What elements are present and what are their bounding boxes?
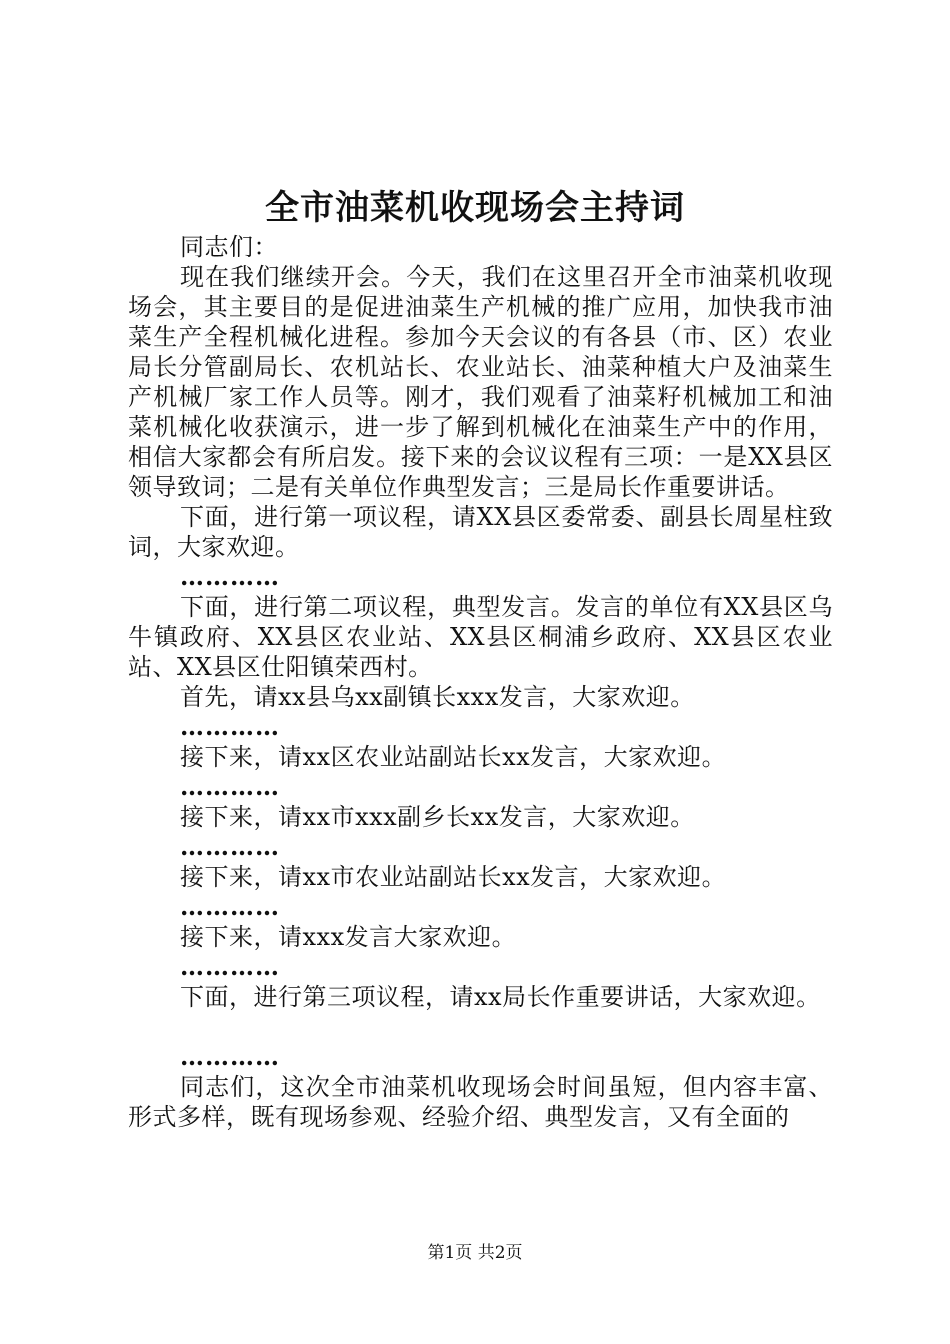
page-footer: 第1页 共2页: [427, 1243, 523, 1263]
document-title: 全市油菜机收现场会主持词: [265, 188, 685, 228]
paragraph-intro: 现在我们继续开会。今天，我们在这里召开全市油菜机收现场会，其主要目的是促进油菜生产机械的推广应用，加快我市油菜生产全程机械化进程。参加今天会议的有各县（市、区）农业局长分管副局长、农机站长、农业站长、油菜种植大户及油菜生产机械厂家工作人员等。刚才，我们观看了油菜籽机械加工和油菜机械化收获演示，进一步了解到机械化在油菜生产中的作用，相信大家都会有所启发。接下来的会议议程有三项：一是XX县区领导致词；二是有关单位作典型发言；三是局长作重要讲话。: [128, 263, 833, 501]
speaker-line-3: 接下来，请xx市xxx副乡长xx发言，大家欢迎。: [180, 803, 695, 831]
paragraph-item-1: 下面，进行第一项议程，请XX县区委常委、副县长周星柱致词，大家欢迎。: [128, 503, 833, 561]
ellipsis-separator: …………: [180, 832, 280, 861]
speaker-line-4: 接下来，请xx市农业站副站长xx发言，大家欢迎。: [180, 863, 727, 891]
ellipsis-separator: …………: [180, 952, 280, 981]
ellipsis-separator: …………: [180, 1042, 280, 1071]
paragraph-closing: 同志们，这次全市油菜机收现场会时间虽短，但内容丰富、形式多样，既有现场参观、经验介绍、典型发言，又有全面的: [128, 1073, 833, 1131]
ellipsis-separator: …………: [180, 892, 280, 921]
ellipsis-separator: …………: [180, 712, 280, 741]
ellipsis-separator: …………: [180, 562, 280, 591]
ellipsis-separator: …………: [180, 772, 280, 801]
speaker-line-5: 接下来，请xxx发言大家欢迎。: [180, 923, 517, 951]
speaker-line-2: 接下来，请xx区农业站副站长xx发言，大家欢迎。: [180, 743, 727, 771]
paragraph-item-3: 下面，进行第三项议程，请xx局长作重要讲话，大家欢迎。: [180, 983, 821, 1011]
document-body: [128, 232, 833, 1132]
speaker-line-1: 首先，请xx县乌xx副镇长xxx发言，大家欢迎。: [180, 683, 695, 711]
blank-line: [128, 1012, 833, 1042]
salutation: 同志们：: [180, 233, 278, 261]
paragraph-item-2: 下面，进行第二项议程，典型发言。发言的单位有XX县区乌牛镇政府、XX县区农业站、XX县区桐浦乡政府、XX县区农业站、XX县区仕阳镇荣西村。: [128, 593, 833, 681]
